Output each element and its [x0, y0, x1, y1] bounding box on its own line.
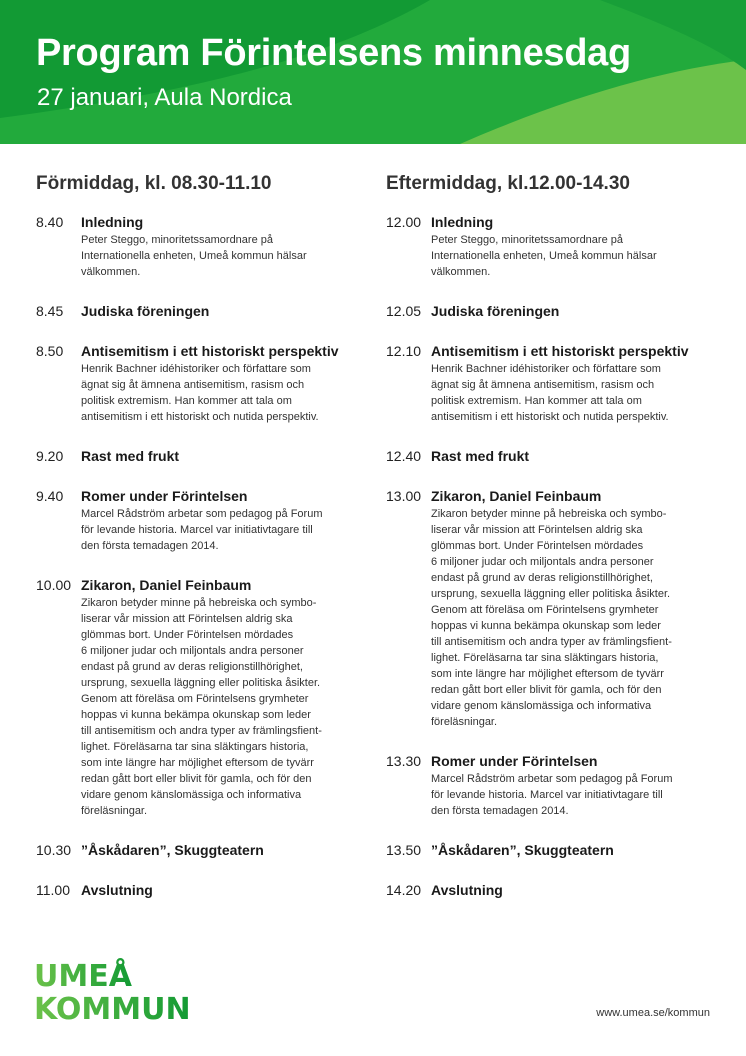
- item-time: 13.50: [386, 842, 422, 858]
- item-title: Inledning: [81, 214, 144, 230]
- item-title: Antisemitism i ett historiskt perspektiv: [81, 343, 339, 359]
- item-description: Zikaron betyder minne på hebreiska och symbo- liserar vår mission att Förintelsen aldrig ska glömmas bort. Under Förintelsen mördades 6 miljoner judar och miljontals andra personer endast på grund av deras religionstillhörighet, ursprung, sexuella läggning eller politiska åsikter. Genom att föreläsa om Förintelsens grymheter hoppas vi kunna bekämpa okunskap som leder till antisemitism och andra typer av främlingsfient- lighet. Föreläsarna tar sina släktingars historia, som inte längre har möjlighet eftersom de tyvärr redan gått bort eller blivit för gamla, och för den vidare genom känslomässiga och informativa föreläsningar.: [431, 508, 672, 728]
- schedule-item: [36, 302, 376, 320]
- footer-url[interactable]: www.umea.se/kommun: [596, 1007, 710, 1019]
- item-title: Rast med frukt: [431, 448, 530, 464]
- logo-line-1: UMEÅ: [34, 959, 132, 994]
- schedule-item: [386, 213, 726, 280]
- umea-kommun-logo: [34, 956, 224, 1026]
- schedule-item: [36, 342, 376, 425]
- afternoon-heading: Eftermiddag, kl.12.00-14.30: [386, 173, 630, 194]
- schedule-item: [36, 447, 376, 465]
- schedule-item: [386, 302, 726, 320]
- header-banner: [0, 0, 746, 144]
- item-title: Rast med frukt: [81, 448, 180, 464]
- item-description: Peter Steggo, minoritetssamordnare på Internationella enheten, Umeå kommun hälsar välkommen.: [431, 234, 657, 278]
- item-description: Henrik Bachner idéhistoriker och författare som ägnat sig åt ämnena antisemitism, rasism och politisk extremism. Han kommer att tala om antisemitism i ett historiskt och nutida perspektiv.: [81, 363, 319, 423]
- item-time: 8.45: [36, 303, 64, 319]
- item-time: 14.20: [386, 882, 422, 898]
- morning-column: [36, 173, 376, 921]
- item-description: Peter Steggo, minoritetssamordnare på Internationella enheten, Umeå kommun hälsar välkommen.: [81, 234, 307, 278]
- item-title: Avslutning: [81, 882, 153, 898]
- item-description: Henrik Bachner idéhistoriker och författare som ägnat sig åt ämnena antisemitism, rasism och politisk extremism. Han kommer att tala om antisemitism i ett historiskt och nutida perspektiv.: [431, 363, 669, 423]
- schedule-item: [36, 841, 376, 859]
- item-title: Romer under Förintelsen: [81, 488, 248, 504]
- item-time: 12.10: [386, 343, 422, 359]
- item-title: Avslutning: [431, 882, 503, 898]
- item-time: 13.00: [386, 488, 422, 504]
- schedule-item: [386, 841, 726, 859]
- schedule-item: [386, 881, 726, 899]
- item-time: 8.50: [36, 343, 64, 359]
- item-time: 8.40: [36, 214, 64, 230]
- schedule-item: [386, 752, 726, 819]
- item-title: Romer under Förintelsen: [431, 753, 598, 769]
- item-description: Marcel Rådström arbetar som pedagog på Forum för levande historia. Marcel var initiativtagare till den första temadagen 2014.: [431, 773, 673, 817]
- item-title: Antisemitism i ett historiskt perspektiv: [431, 343, 689, 359]
- item-time: 11.00: [36, 882, 70, 898]
- item-title: Inledning: [431, 214, 494, 230]
- item-title: ”Åskådaren”, Skuggteatern: [81, 842, 264, 858]
- schedule-item: [36, 576, 376, 819]
- morning-heading: Förmiddag, kl. 08.30-11.10: [36, 173, 272, 194]
- item-time: 12.40: [386, 448, 422, 464]
- item-title: Zikaron, Daniel Feinbaum: [431, 488, 602, 504]
- item-time: 10.00: [36, 577, 72, 593]
- item-time: 10.30: [36, 842, 72, 858]
- afternoon-column: [386, 173, 726, 921]
- item-title: Judiska föreningen: [81, 303, 210, 319]
- logo-line-2: KOMMUN: [34, 992, 191, 1026]
- item-title: Judiska föreningen: [431, 303, 560, 319]
- schedule-item: [386, 342, 726, 425]
- item-description: Zikaron betyder minne på hebreiska och symbo- liserar vår mission att Förintelsen aldrig ska glömmas bort. Under Förintelsen mördades 6 miljoner judar och miljontals andra personer endast på grund av deras religionstillhörighet, ursprung, sexuella läggning eller politiska åsikter. Genom att föreläsa om Förintelsens grymheter hoppas vi kunna bekämpa okunskap som leder till antisemitism och andra typer av främlingsfient- lighet. Föreläsarna tar sina släktingars historia, som inte längre har möjlighet eftersom de tyvärr redan gått bort eller blivit för gamla, och för den vidare genom känslomässiga och informativa föreläsningar.: [81, 597, 322, 817]
- schedule-item: [386, 447, 726, 465]
- item-time: 13.30: [386, 753, 422, 769]
- schedule-item: [386, 487, 726, 730]
- item-title: ”Åskådaren”, Skuggteatern: [431, 842, 614, 858]
- item-time: 12.00: [386, 214, 422, 230]
- schedule-item: [36, 213, 376, 280]
- item-time: 9.20: [36, 448, 64, 464]
- item-time: 9.40: [36, 488, 64, 504]
- schedule-item: [36, 881, 376, 899]
- schedule-item: [36, 487, 376, 554]
- item-title: Zikaron, Daniel Feinbaum: [81, 577, 252, 593]
- page-title: Program Förintelsens minnesdag: [36, 32, 631, 74]
- item-time: 12.05: [386, 303, 422, 319]
- item-description: Marcel Rådström arbetar som pedagog på Forum för levande historia. Marcel var initiativtagare till den första temadagen 2014.: [81, 508, 323, 552]
- page-subtitle: 27 januari, Aula Nordica: [37, 84, 292, 111]
